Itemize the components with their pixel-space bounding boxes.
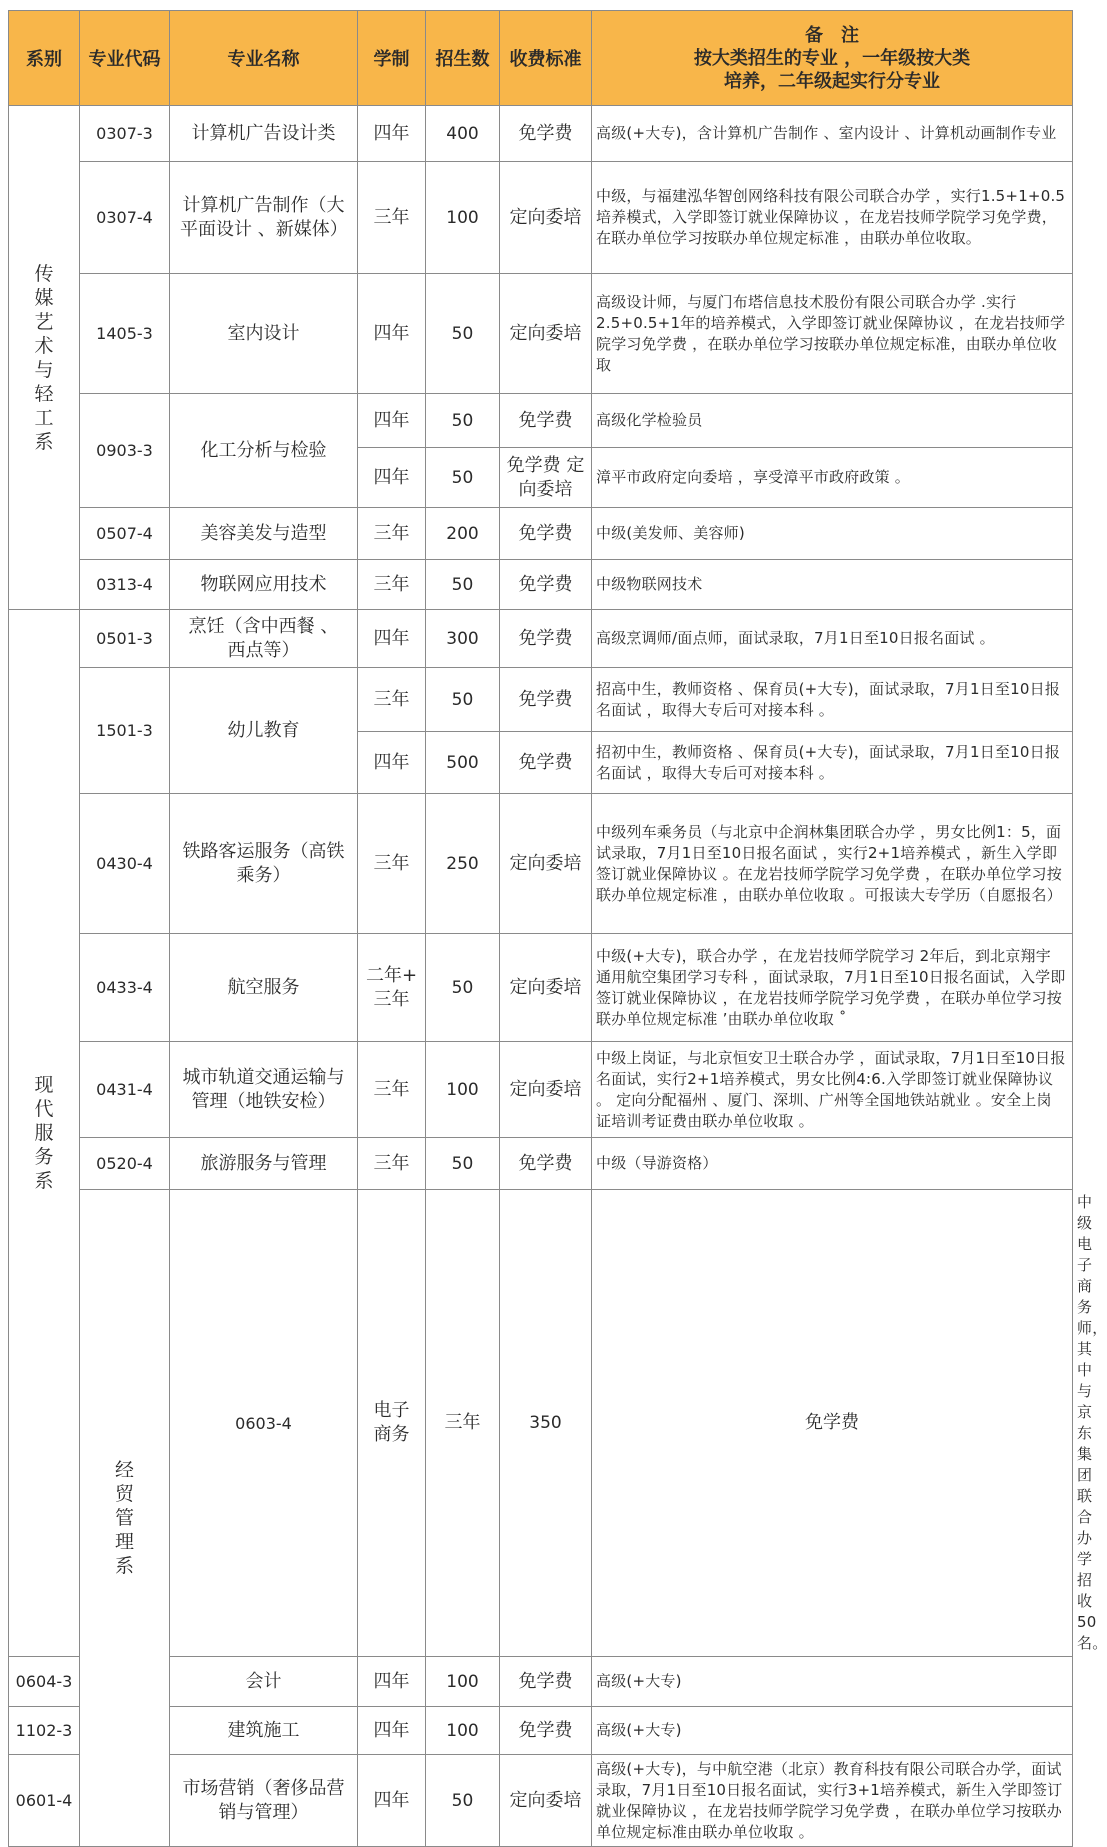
- code-cell: 0501-3: [80, 610, 170, 668]
- header-fee: 收费标准: [500, 11, 592, 106]
- code-cell: 0433-4: [80, 934, 170, 1042]
- years-cell: 四年: [358, 610, 426, 668]
- name-cell: 计算机广告设计类: [170, 106, 358, 162]
- table-row: [9, 668, 1073, 732]
- note-cell: 中级物联网技术: [592, 560, 1073, 610]
- fee-cell: 免学费: [500, 732, 592, 794]
- note-cell: 招高中生，教师资格 、保育员(+大专)，面试录取，7月1日至10日报名面试 ，取得大专后可对接本科 。: [592, 668, 1073, 732]
- table-row: [9, 934, 1073, 1042]
- note-cell: 中级列车乘务员（与北京中企润林集团联合办学 ，男女比例1：5，面试录取，7月1日至10日报名面试 ，实行2+1培养模式 ，新生入学即签订就业保障协议 。在龙岩技师学院学习免学费 ，在联办单位学习按联办单位规定标准 ，由联办单位收取 。可报读大专学历（自愿报名）: [592, 794, 1073, 934]
- quota-cell: 500: [426, 732, 500, 794]
- years-cell: 三年: [358, 668, 426, 732]
- name-cell: 计算机广告制作（大平面设计 、新媒体）: [170, 162, 358, 274]
- quota-cell: 200: [426, 508, 500, 560]
- code-cell: 0507-4: [80, 508, 170, 560]
- note-cell: 高级(+大专): [592, 1707, 1073, 1755]
- name-cell: 幼儿教育: [170, 668, 358, 794]
- note-cell: 招初中生，教师资格 、保育员(+大专)，面试录取，7月1日至10日报名面试 ，取得大专后可对接本科 。: [592, 732, 1073, 794]
- code-cell: 1501-3: [80, 668, 170, 794]
- code-cell: 0431-4: [80, 1042, 170, 1138]
- code-cell: 0903-3: [80, 394, 170, 508]
- fee-cell: 定向委培: [500, 274, 592, 394]
- quota-cell: 250: [426, 794, 500, 934]
- code-cell: 1102-3: [9, 1707, 80, 1755]
- name-cell: 化工分析与检验: [170, 394, 358, 508]
- name-cell: 城市轨道交通运输与管理（地铁安检）: [170, 1042, 358, 1138]
- header-row: [9, 11, 1073, 106]
- years-cell: 四年: [358, 1707, 426, 1755]
- code-cell: 0307-4: [80, 162, 170, 274]
- table-row: [9, 1138, 1073, 1190]
- code-cell: 0603-4: [170, 1190, 358, 1657]
- fee-cell: 定向委培: [500, 794, 592, 934]
- quota-cell: 400: [426, 106, 500, 162]
- name-cell: 旅游服务与管理: [170, 1138, 358, 1190]
- years-cell: 三年: [358, 560, 426, 610]
- table-row: [9, 1042, 1073, 1138]
- fee-cell: 免学费: [500, 1707, 592, 1755]
- note-cell: 高级(+大专): [592, 1657, 1073, 1707]
- years-cell: 二年+ 三年: [358, 934, 426, 1042]
- quota-cell: 300: [426, 610, 500, 668]
- years-cell: 四年: [358, 274, 426, 394]
- name-cell: 室内设计: [170, 274, 358, 394]
- note-cell: 中级（导游资格）: [592, 1138, 1073, 1190]
- quota-cell: 100: [426, 1657, 500, 1707]
- enrollment-table: [8, 10, 1107, 1847]
- header-name: 专业名称: [170, 11, 358, 106]
- note-cell: 漳平市政府定向委培 ，享受漳平市政府政策 。: [592, 448, 1073, 508]
- dept-cell: [9, 610, 80, 1657]
- fee-cell: 免学费: [500, 560, 592, 610]
- quota-cell: 50: [426, 274, 500, 394]
- quota-cell: 50: [426, 394, 500, 448]
- name-cell: 美容美发与造型: [170, 508, 358, 560]
- code-cell: 0313-4: [80, 560, 170, 610]
- header-note-line: 按大类招生的专业 ，一年级按大类: [693, 47, 971, 69]
- header-note-line: 备 注: [805, 24, 859, 46]
- name-cell: 电子商务: [358, 1190, 426, 1657]
- code-cell: 0604-3: [9, 1657, 80, 1707]
- table-row: [9, 794, 1073, 934]
- quota-cell: 50: [426, 934, 500, 1042]
- fee-cell: 定向委培: [500, 162, 592, 274]
- quota-cell: 50: [426, 560, 500, 610]
- quota-cell: 350: [500, 1190, 592, 1657]
- name-cell: 烹饪（含中西餐 、西点等）: [170, 610, 358, 668]
- name-cell: 会计: [170, 1657, 358, 1707]
- table-row: [9, 508, 1073, 560]
- header-note-line: 培养，二年级起实行分专业: [724, 70, 940, 92]
- fee-cell: 免学费: [500, 1657, 592, 1707]
- note-cell: 高级(+大专)，含计算机广告制作 、室内设计 、计算机动画制作专业: [592, 106, 1073, 162]
- years-cell: 三年: [358, 162, 426, 274]
- fee-cell: 免学费: [500, 508, 592, 560]
- years-cell: 三年: [358, 794, 426, 934]
- name-cell: 物联网应用技术: [170, 560, 358, 610]
- header-code: 专业代码: [80, 11, 170, 106]
- fee-cell: 免学费: [500, 668, 592, 732]
- years-cell: 四年: [358, 732, 426, 794]
- table-row: [9, 162, 1073, 274]
- note-cell: 中级上岗证，与北京恒安卫士联合办学 ，面试录取，7月1日至10日报名面试，实行2+1培养模式，男女比例4:6.入学即签订就业保障协议 。 定向分配福州 、厦门、深圳、广州等全国地铁站就业 。安全上岗证培训考证费由联办单位收取 。: [592, 1042, 1073, 1138]
- quota-cell: 50: [426, 1755, 500, 1847]
- quota-cell: 50: [426, 1138, 500, 1190]
- dept-cell: [9, 106, 80, 610]
- dept-cell: [80, 1190, 170, 1847]
- note-cell: 高级设计师，与厦门布塔信息技术股份有限公司联合办学 .实行2.5+0.5+1年的培养模式，入学即签订就业保障协议 ，在龙岩技师学院学习免学费 ，在联办单位学习按联办单位规定标准，由联办单位收取: [592, 274, 1073, 394]
- years-cell: 四年: [358, 106, 426, 162]
- code-cell: 0307-3: [80, 106, 170, 162]
- code-cell: 0601-4: [9, 1755, 80, 1847]
- dept-label: 传媒艺术与轻工系: [34, 262, 54, 453]
- fee-cell: 免学费: [500, 1138, 592, 1190]
- quota-cell: 100: [426, 162, 500, 274]
- note-cell: 高级化学检验员: [592, 394, 1073, 448]
- fee-cell: 免学费: [500, 610, 592, 668]
- table-row: 经贸管理系 0603-4 电子商务 三年 350 免学费 中级电子商务师，其中与京东集团联合办学招收 50名。: [9, 1190, 1073, 1657]
- fee-cell: 免学费: [500, 106, 592, 162]
- years-cell: 三年: [358, 1138, 426, 1190]
- note-cell: 高级烹调师/面点师，面试录取，7月1日至10日报名面试 。: [592, 610, 1073, 668]
- years-cell: 三年: [358, 508, 426, 560]
- fee-cell: 定向委培: [500, 934, 592, 1042]
- years-cell: 四年: [358, 1755, 426, 1847]
- table-row: [9, 394, 1073, 448]
- table-row: [9, 610, 1073, 668]
- table-row: [9, 560, 1073, 610]
- note-cell: 中级(美发师、美容师): [592, 508, 1073, 560]
- header-quota: 招生数: [426, 11, 500, 106]
- dept-label: 现代服务系: [34, 1074, 54, 1192]
- name-cell: 铁路客运服务（高铁乘务）: [170, 794, 358, 934]
- quota-cell: 50: [426, 448, 500, 508]
- name-cell: 建筑施工: [170, 1707, 358, 1755]
- table-row: [9, 274, 1073, 394]
- years-cell: 四年: [358, 1657, 426, 1707]
- quota-cell: 50: [426, 668, 500, 732]
- header-dept: 系别: [9, 11, 80, 106]
- years-cell: 三年: [358, 1042, 426, 1138]
- years-cell: 四年: [358, 394, 426, 448]
- note-cell: 中级，与福建泓华智创网络科技有限公司联合办学 ，实行1.5+1+0.5培养模式，入学即签订就业保障协议 ，在龙岩技师学院学习免学费，在联办单位学习按联办单位规定标准 ，由联办单位收取。: [592, 162, 1073, 274]
- header-note: [592, 11, 1073, 106]
- code-cell: 0520-4: [80, 1138, 170, 1190]
- years-cell: 四年: [358, 448, 426, 508]
- note-cell: 高级(+大专)，与中航空港（北京）教育科技有限公司联合办学，面试录取，7月1日至10日报名面试，实行3+1培养模式，新生入学即签订就业保障协议 ，在龙岩技师学院学习免学费 ，在联办单位学习按联办单位规定标准由联办单位收取 。: [592, 1755, 1073, 1847]
- header-years: 学制: [358, 11, 426, 106]
- name-cell: 航空服务: [170, 934, 358, 1042]
- fee-cell: 免学费: [592, 1190, 1073, 1657]
- code-cell: 1405-3: [80, 274, 170, 394]
- dept-label: 经贸管理系: [114, 1459, 134, 1577]
- quota-cell: 100: [426, 1707, 500, 1755]
- fee-cell: 定向委培: [500, 1042, 592, 1138]
- fee-cell: 免学费 定向委培: [500, 448, 592, 508]
- code-cell: 0430-4: [80, 794, 170, 934]
- table-row: [9, 106, 1073, 162]
- quota-cell: 100: [426, 1042, 500, 1138]
- years-cell: 三年: [426, 1190, 500, 1657]
- fee-cell: 免学费: [500, 394, 592, 448]
- note-cell: 中级(+大专)，联合办学 ，在龙岩技师学院学习 2年后，到北京翔宇通用航空集团学习专科 ，面试录取，7月1日至10日报名面试，入学即签订就业保障协议 ，在龙岩技师学院学习免学费 ，在联办单位学习按联办单位规定标准 ’由联办单位收取 ˚: [592, 934, 1073, 1042]
- fee-cell: 定向委培: [500, 1755, 592, 1847]
- name-cell: 市场营销（奢侈品营销与管理）: [170, 1755, 358, 1847]
